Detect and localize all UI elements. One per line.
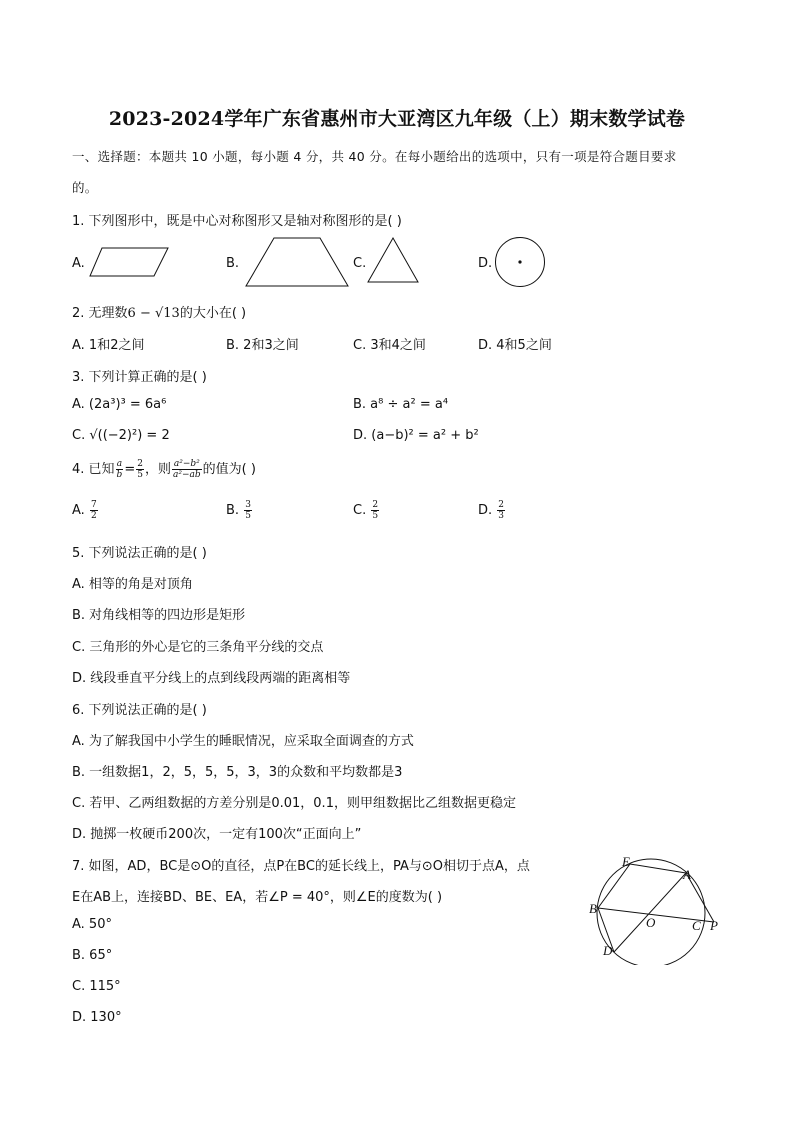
q5-option-a: A. 相等的角是对顶角 (72, 577, 193, 592)
q7-option-c: C. 115° (72, 979, 121, 994)
q1-option-c-label: C. (353, 256, 367, 271)
q2-option-b: B. 2和3之间 (226, 338, 299, 353)
q2-stem-expression: 6 − √13 (127, 306, 180, 321)
q5-option-b: B. 对角线相等的四边形是矩形 (72, 608, 246, 623)
q4-given-fraction: $\frac{a}{b}$ (116, 459, 123, 480)
label-b: B (589, 901, 597, 916)
q4-given-equals: = (124, 462, 136, 477)
q1-option-a-label: A. (72, 256, 85, 271)
q3-option-c: C. √((−2)²) = 2 (72, 428, 170, 443)
question-3-stem: 3. 下列计算正确的是( ) (72, 370, 207, 385)
q5-option-c: C. 三角形的外心是它的三条角平分线的交点 (72, 640, 324, 655)
label-o: O (646, 915, 656, 930)
q7-option-d: D. 130° (72, 1010, 122, 1025)
q4-option-c: C. $\frac{2}{5}$ (353, 500, 379, 521)
label-d: D (603, 943, 613, 958)
label-p: P (710, 918, 718, 933)
q4-stem-prefix: 4. 已知 (72, 462, 115, 477)
q1-option-b-label: B. (226, 256, 240, 271)
q3-option-b: B. a⁸ ÷ a² = a⁴ (353, 397, 449, 412)
q6-option-d: D. 抛掷一枚硬币200次，一定有100次“正面向上” (72, 827, 362, 842)
q4-stem-mid: ，则 (144, 462, 171, 477)
label-a: A (683, 867, 691, 882)
triangle-icon (366, 236, 420, 284)
q2-option-a: A. 1和2之间 (72, 338, 145, 353)
q2-stem-prefix: 2. 无理数 (72, 306, 128, 321)
q4-expression-fraction: $\frac{\text{a²−b²}}{\text{a²−ab}}$ (172, 459, 201, 480)
q4-given-value: $\frac{2}{5}$ (137, 459, 143, 480)
q6-option-b: B. 一组数据1，2，5，5，5，3，3的众数和平均数都是3 (72, 765, 403, 780)
question-2-stem (72, 302, 246, 321)
q2-option-c: C. 3和4之间 (353, 338, 426, 353)
q4-option-d: D. $\frac{2}{3}$ (478, 500, 505, 521)
q7-option-a: A. 50° (72, 917, 112, 932)
question-6-stem: 6. 下列说法正确的是( ) (72, 703, 207, 718)
q3-option-d: D. (a−b)² = a² + b² (353, 428, 479, 443)
q2-stem-suffix: 的大小在( ) (179, 306, 247, 321)
page-title: 2023-2024学年广东省惠州市大亚湾区九年级（上）期末数学试卷 (108, 108, 686, 130)
q2-option-d: D. 4和5之间 (478, 338, 552, 353)
label-c: C (692, 918, 701, 933)
question-5-stem: 5. 下列说法正确的是( ) (72, 546, 207, 561)
parallelogram-icon (88, 246, 170, 278)
section-heading-line2: 的。 (72, 180, 98, 195)
q1-option-d-label: D. (478, 256, 493, 271)
question-4-stem (72, 458, 256, 480)
q4-stem-suffix: 的值为( ) (202, 462, 256, 477)
question-7-stem-line1: 7. 如图，AD，BC是⊙O的直径，点P在BC的延长线上，PA与⊙O相切于点A，点 (72, 859, 530, 874)
section-heading-line1: 一、选择题：本题共 10 小题，每小题 4 分，共 40 分。在每小题给出的选项中，只有一项是符合题目要求 (72, 149, 677, 164)
q6-option-c: C. 若甲、乙两组数据的方差分别是0.01，0.1，则甲组数据比乙组数据更稳定 (72, 796, 516, 811)
q3-option-a: A. (2a³)³ = 6a⁶ (72, 397, 167, 412)
label-e: E (622, 854, 630, 869)
q4-option-b: B. $\frac{3}{5}$ (226, 500, 251, 521)
q7-geometry-figure (580, 850, 730, 965)
trapezoid-icon (244, 236, 350, 288)
question-1-stem: 1. 下列图形中，既是中心对称图形又是轴对称图形的是( ) (72, 214, 402, 229)
q5-option-d: D. 线段垂直平分线上的点到线段两端的距离相等 (72, 671, 351, 686)
q4-option-a: A. $\frac{7}{2}$ (72, 500, 97, 521)
question-7-stem-line2: E在AB上，连接BD、BE、EA，若∠P = 40°，则∠E的度数为( ) (72, 890, 443, 905)
q7-option-b: B. 65° (72, 948, 113, 963)
q6-option-a: A. 为了解我国中小学生的睡眠情况，应采取全面调查的方式 (72, 734, 414, 749)
circle-icon (494, 236, 546, 288)
